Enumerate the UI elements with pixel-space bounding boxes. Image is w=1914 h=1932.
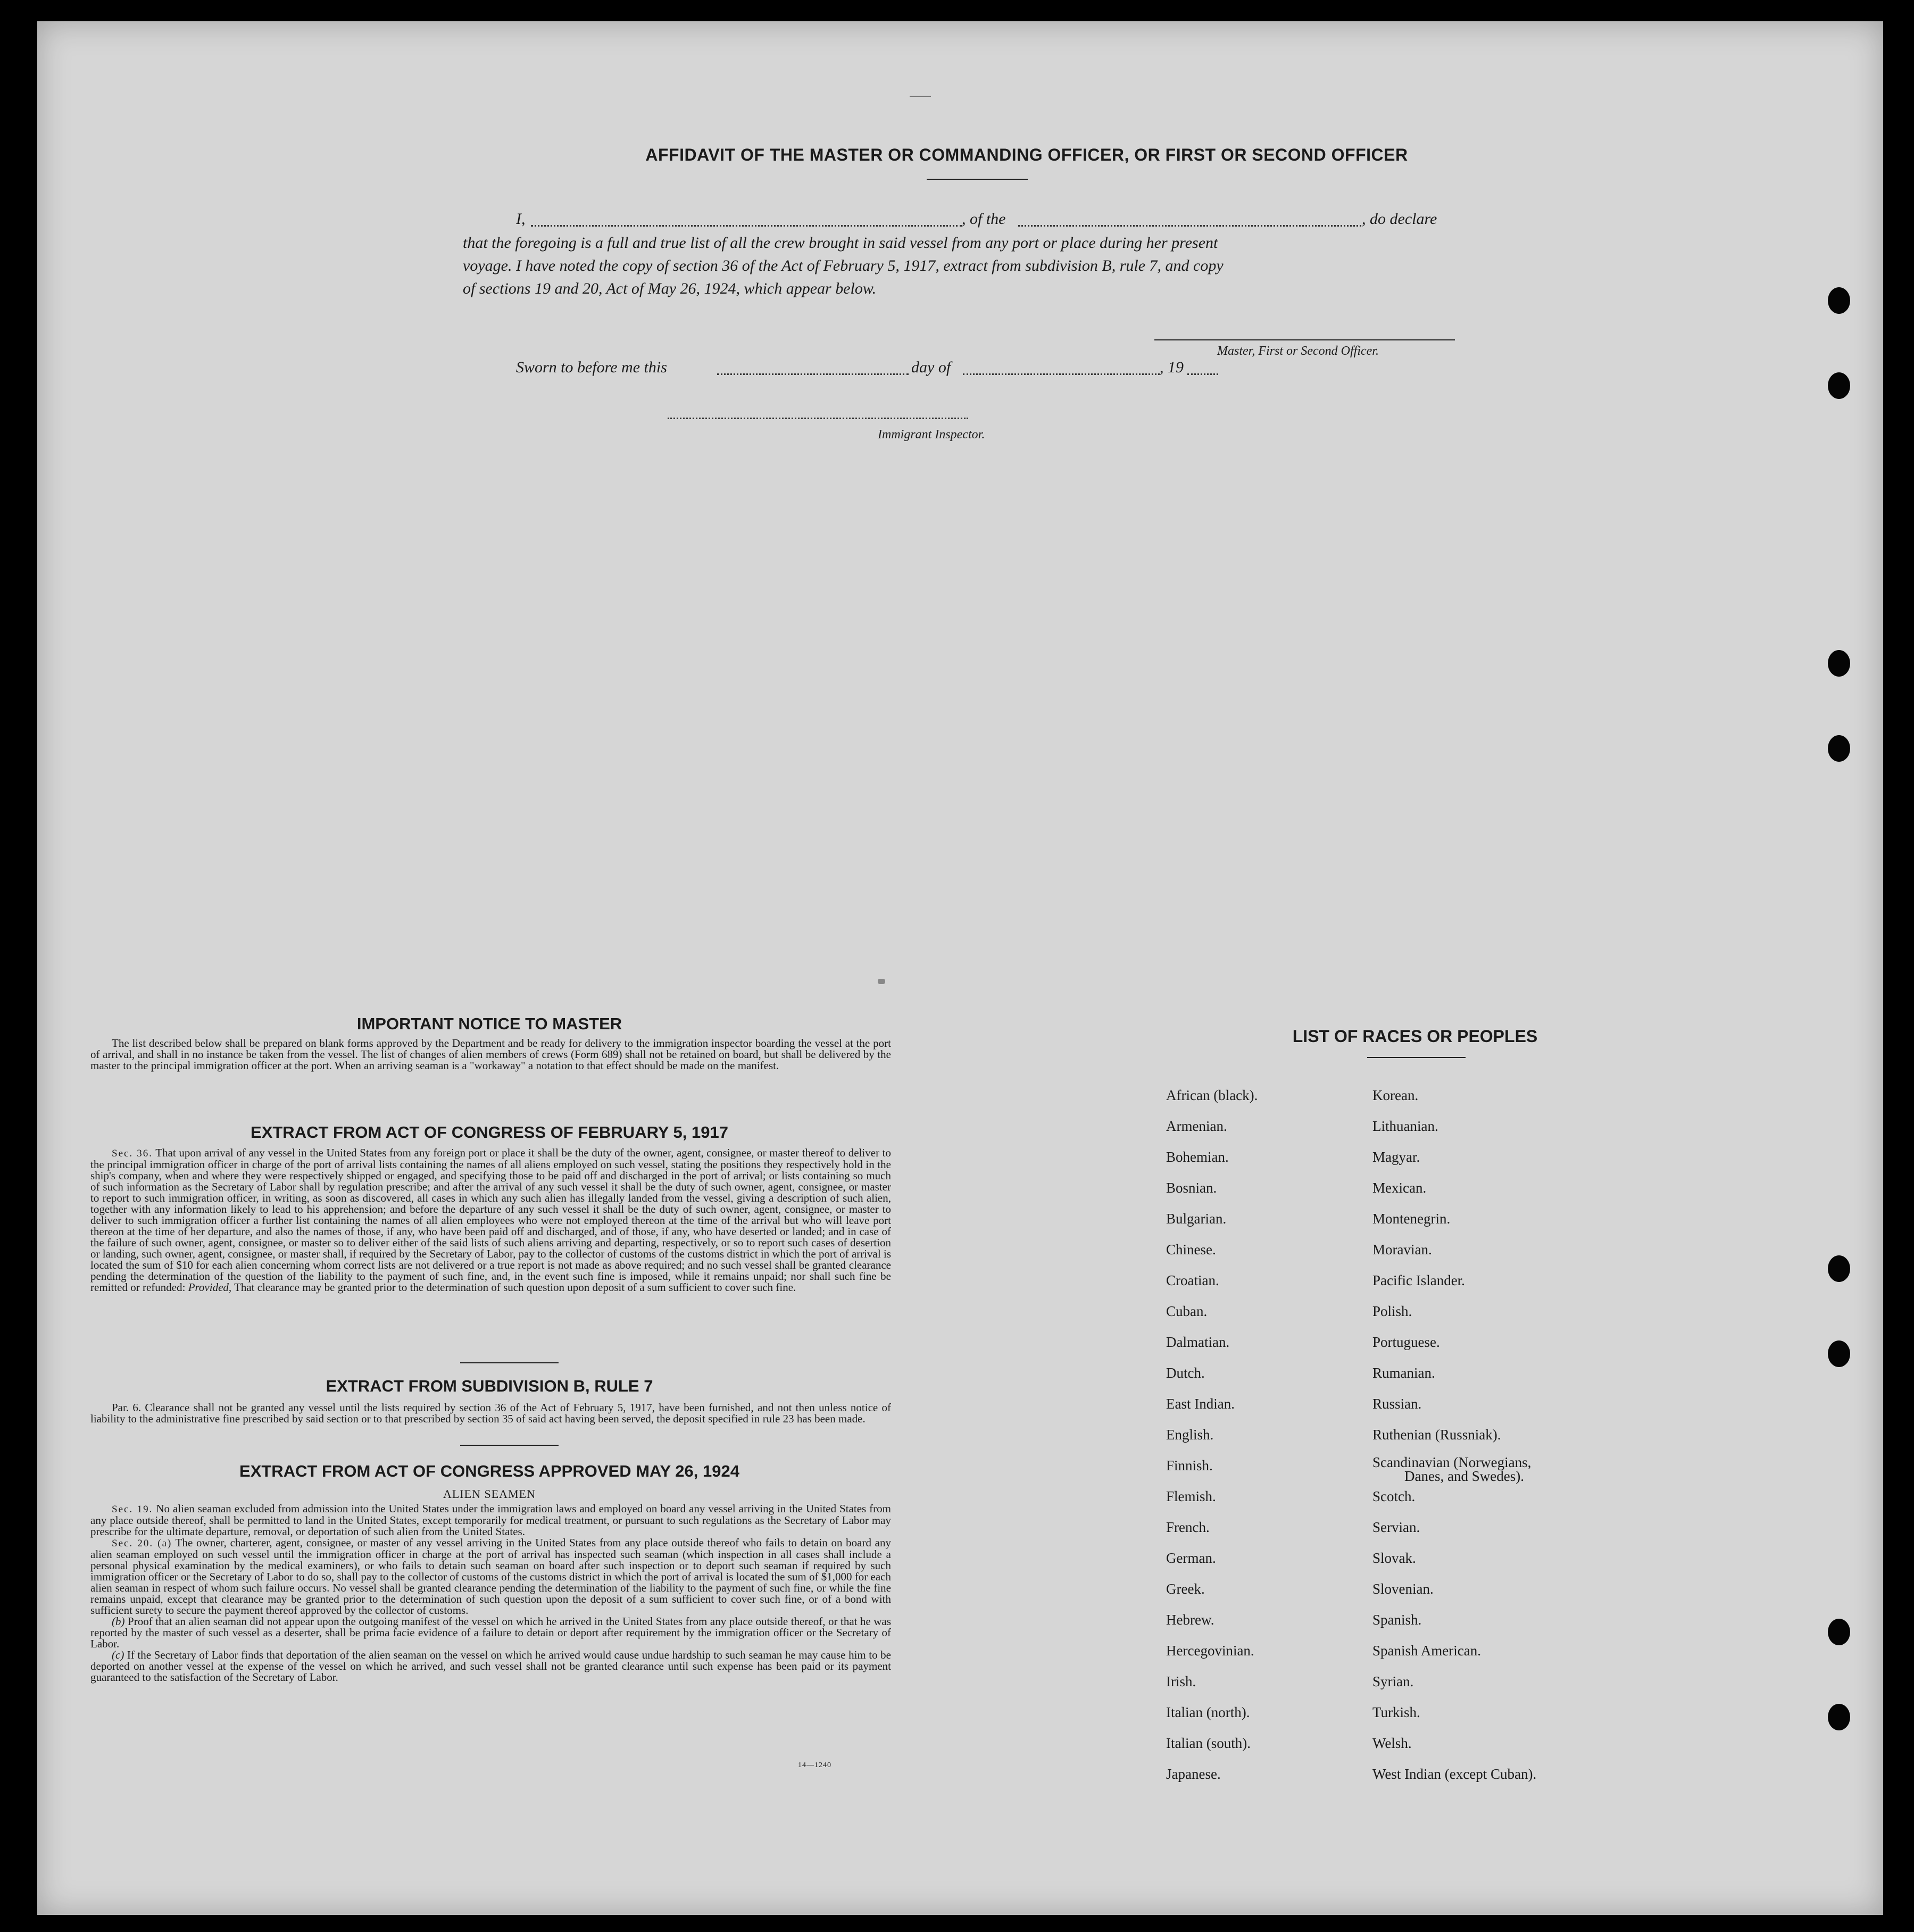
master-signature-label: Master, First or Second Officer. xyxy=(1217,344,1379,358)
race-item-line: Danes, and Swedes). xyxy=(1404,1468,1524,1484)
vessel-blank[interactable] xyxy=(1018,225,1361,227)
rule7-heading: EXTRACT FROM SUBDIVISION B, RULE 7 xyxy=(326,1377,653,1395)
affidavit-title-rule xyxy=(927,179,1028,180)
document-sheet xyxy=(37,21,1883,1915)
race-item: Italian (north). xyxy=(1166,1704,1250,1720)
race-item: Spanish. xyxy=(1372,1612,1422,1628)
notice-heading: IMPORTANT NOTICE TO MASTER xyxy=(356,1014,622,1033)
race-item: Croatian. xyxy=(1166,1272,1219,1288)
form-number: 14—1240 xyxy=(798,1761,831,1769)
master-signature-line[interactable] xyxy=(1154,339,1455,340)
sec-20a-label: Sec. 20. (a) xyxy=(112,1538,172,1549)
sec-36-text: That upon arrival of any vessel in the United States from any foreign port or place it shall be the duty of the owner, agent, consignee, or master thereof to deliver to the principal immigration officer in charge of the port of arrival lists containing the names of all aliens employed on such vessel, stating the positions they respectively hold in the ship's company, when and where they were respectively shipped or engaged, and specifying those to be paid off and discharged in the port of arrival; or lists containing so much of such information as the Secretary of Labor shall by regulation prescribe; and after the arrival of any such vessel it shall be the duty of such owner, agent, consignee, or master to report to such immigration officer, in writing, as soon as discovered, all cases in which any such alien has illegally landed from the vessel, giving a description of such alien, together with any information likely to lead to his apprehension; and before the departure of any such vessel it shall be the duty of such owner, agent, consignee, or master to deliver to such immigration officer a further list containing the names of all alien employees who were not employed thereon at the time of the arrival but who will leave port thereon at the time of her departure, and also the names of those, if any, who have been paid off and discharged, and of those, if any, who have deserted or landed; and in case of the failure of such owner, agent, consignee, or master so to deliver either of the said lists of such aliens arriving and departing, respectively, or so to report such cases of desertion or landing, such owner, agent, consignee, or master shall, if required by the Secretary of Labor, pay to the collector of customs of the customs district in which the port of arrival is located the sum of $10 for each alien concerning whom correct lists are not delivered or a true report is not made as above required; and no such vessel shall be granted clearance pending the determination of the question of the liability to the payment of such fine, and, in the event such fine is imposed, while it remains unpaid; nor shall such fine be remitted or refunded: xyxy=(90,1146,892,1294)
race-item: Welsh. xyxy=(1372,1735,1412,1751)
sec-20a-text: The owner, charterer, agent, consignee, or master of any vessel arriving in the United States from any place outside thereof who fails to detain on board any alien seaman employed on such vessel until the immigration officer in charge at the port of arrival has inspected such seaman (which inspection in all cases shall include a personal physical examination by the medical examiners), or who fails to detain such seaman on board after such inspection or to deport such seaman if required by such immigration officer or the Secretary of Labor to do so, shall pay to the collector of customs of the customs district in which the port of arrival is located the sum of $1,000 for each alien seaman in respect of whom such failure occurs. No vessel shall be granted clearance pending the determination of the liability to the payment of such fine, or while the fine remains unpaid, except that clearance may be granted prior to the determination of such question upon the deposit of a sum sufficient to cover such fine, or of a bond with sufficient surety to secure the payment thereof approved by the collector of customs. xyxy=(90,1536,891,1617)
punch-hole-icon xyxy=(1828,1255,1850,1282)
sec-20b-label: (b) xyxy=(112,1615,125,1628)
race-item: Russian. xyxy=(1372,1396,1422,1412)
punch-hole-icon xyxy=(1828,287,1850,314)
race-item: Servian. xyxy=(1372,1519,1420,1535)
race-item xyxy=(1372,1455,1536,1486)
divider-1 xyxy=(460,1362,559,1363)
alien-seamen-subheading: ALIEN SEAMEN xyxy=(443,1487,536,1501)
race-item: African (black). xyxy=(1166,1087,1258,1103)
race-item: Moravian. xyxy=(1372,1242,1432,1258)
race-item: English. xyxy=(1166,1427,1214,1443)
inspector-signature-line[interactable] xyxy=(668,418,968,419)
race-item: Cuban. xyxy=(1166,1303,1208,1319)
races-right-column xyxy=(1372,1085,1536,1795)
affidavit-i-label: I, xyxy=(516,210,526,228)
race-item: Finnish. xyxy=(1166,1458,1213,1473)
race-item: Bosnian. xyxy=(1166,1180,1217,1196)
affidavit-title: AFFIDAVIT OF THE MASTER OR COMMANDING OFFICER, OR FIRST OR SECOND OFFICER xyxy=(645,145,1408,164)
affidavit-line2: that the foregoing is a full and true list of all the crew brought in said vessel from any port or place during her present xyxy=(463,234,1218,252)
sec-20a-paragraph xyxy=(90,1537,891,1616)
provided-label: Provided, xyxy=(188,1281,232,1294)
race-item: Hebrew. xyxy=(1166,1612,1214,1628)
race-item: Lithuanian. xyxy=(1372,1118,1438,1134)
race-item: Bohemian. xyxy=(1166,1149,1229,1165)
notice-body: The list described below shall be prepared on blank forms approved by the Department and be ready for delivery to the immigration inspector boarding the vessel at the port of arrival, and shall in no instance be taken from the vessel. The list of changes of alien members of crews (Form 689) shall not be retained on board, but shall be delivered by the master to the principal immigration officer at the port. When an arriving seaman is a "workaway" a notation to that effect should be made on the manifest. xyxy=(90,1037,891,1072)
race-item: Greek. xyxy=(1166,1581,1205,1597)
race-item: Magyar. xyxy=(1372,1149,1420,1165)
race-item: Chinese. xyxy=(1166,1242,1216,1258)
punch-hole-icon xyxy=(1828,1704,1850,1730)
sec-19-text: No alien seaman excluded from admission into the United States under the immigration laws and employed on board any vessel arriving in the United States from any place outside thereof, shall be permitted to land in the United States, except temporarily for medical treatment, or pursuant to such regulations as the Secretary of Labor may prescribe for the ultimate departure, removal, or deportation of such alien from the United States. xyxy=(90,1502,891,1538)
race-item: Dutch. xyxy=(1166,1365,1205,1381)
races-left-column xyxy=(1166,1085,1258,1795)
race-item: Scotch. xyxy=(1372,1488,1416,1504)
race-item: Irish. xyxy=(1166,1673,1196,1689)
races-heading: LIST OF RACES OR PEOPLES xyxy=(1292,1027,1538,1046)
race-item: French. xyxy=(1166,1519,1210,1535)
race-item: Mexican. xyxy=(1372,1180,1427,1196)
race-item: Armenian. xyxy=(1166,1118,1227,1134)
rule7-body: Par. 6. Clearance shall not be granted any vessel until the lists required by section 36 of the Act of February 5, 1917, have been furnished, and not then unless notice of liability to the administrative fine prescribed by said section or to that prescribed by section 35 of said act having been served, the deposit specified in rule 23 has been made. xyxy=(90,1401,891,1425)
race-item-line: Scandinavian (Norwegians, xyxy=(1372,1454,1532,1470)
race-item: Portuguese. xyxy=(1372,1334,1440,1350)
race-item: Pacific Islander. xyxy=(1372,1272,1465,1288)
scan-mark xyxy=(878,979,885,984)
punch-hole-icon xyxy=(1828,1340,1850,1367)
sworn-month-blank[interactable] xyxy=(963,373,1160,375)
sec-36-tail: That clearance may be granted prior to the determination of such question upon deposit of a sum sufficient to cover such fine. xyxy=(234,1281,796,1294)
punch-hole-icon xyxy=(1828,1619,1850,1645)
race-item: Rumanian. xyxy=(1372,1365,1435,1381)
race-item: Bulgarian. xyxy=(1166,1211,1227,1227)
race-item: Hercegovinian. xyxy=(1166,1643,1254,1659)
punch-hole-icon xyxy=(1828,372,1850,399)
sworn-line xyxy=(516,359,1261,380)
of-the-label: , of the xyxy=(962,210,1006,228)
divider-2 xyxy=(460,1445,559,1446)
race-item: Slovenian. xyxy=(1372,1581,1434,1597)
sworn-year-blank[interactable] xyxy=(1187,373,1218,375)
sec-20b-text: Proof that an alien seaman did not appear upon the outgoing manifest of the vessel on which he arrived in the United States from any place outside thereof, or that he was reported by the master of such vessel as a deserter, shall be prima facie evidence of a failure to detain or deport after requirement by the immigration officer or the Secretary of Labor. xyxy=(90,1615,892,1650)
sec-36-label: Sec. 36. xyxy=(112,1148,153,1159)
extract-1924-body xyxy=(90,1503,891,1683)
race-item: German. xyxy=(1166,1550,1216,1566)
sec-20c-paragraph xyxy=(90,1650,891,1683)
extract-1917-body xyxy=(90,1147,891,1293)
sworn-day-blank[interactable] xyxy=(717,373,909,375)
sworn-label: Sworn to before me this xyxy=(516,359,667,376)
punch-hole-icon xyxy=(1828,650,1850,677)
race-item: Spanish American. xyxy=(1372,1643,1481,1659)
inspector-signature-label: Immigrant Inspector. xyxy=(878,428,985,442)
race-item: Polish. xyxy=(1372,1303,1412,1319)
sec-19-label: Sec. 19. xyxy=(112,1504,153,1515)
day-of-label: day of xyxy=(911,359,951,376)
sec-19-paragraph xyxy=(90,1503,891,1537)
race-item: Flemish. xyxy=(1166,1488,1216,1504)
sec-20c-label: (c) xyxy=(112,1648,124,1661)
declare-label: , do declare xyxy=(1362,210,1437,228)
race-item: Italian (south). xyxy=(1166,1735,1251,1751)
race-item: Turkish. xyxy=(1372,1704,1420,1720)
race-item: East Indian. xyxy=(1166,1396,1235,1412)
race-item: Montenegrin. xyxy=(1372,1211,1451,1227)
race-item: Slovak. xyxy=(1372,1550,1416,1566)
race-item: West Indian (except Cuban). xyxy=(1372,1766,1537,1782)
race-item: Dalmatian. xyxy=(1166,1334,1230,1350)
races-heading-rule xyxy=(1367,1057,1466,1058)
affidavit-line3: voyage. I have noted the copy of section 36 of the Act of February 5, 1917, extract from subdivision B, rule 7, and copy xyxy=(463,257,1224,274)
punch-hole-icon xyxy=(1828,735,1850,762)
race-item: Japanese. xyxy=(1166,1766,1221,1782)
race-item: Ruthenian (Russniak). xyxy=(1372,1427,1501,1443)
sec-20b-paragraph xyxy=(90,1616,891,1650)
year-label: , 19 xyxy=(1160,359,1184,376)
name-blank[interactable] xyxy=(531,225,962,227)
scan-mark xyxy=(910,96,931,97)
extract-1917-heading: EXTRACT FROM ACT OF CONGRESS OF FEBRUARY 5, 1917 xyxy=(251,1123,728,1142)
affidavit-line4: of sections 19 and 20, Act of May 26, 1924, which appear below. xyxy=(463,280,877,297)
race-item: Syrian. xyxy=(1372,1673,1414,1689)
race-item: Korean. xyxy=(1372,1087,1419,1103)
extract-1924-heading: EXTRACT FROM ACT OF CONGRESS APPROVED MAY 26, 1924 xyxy=(239,1462,739,1480)
sec-20c-text: If the Secretary of Labor finds that deportation of the alien seaman on the vessel on which he arrived would cause undue hardship to such seaman he may cause him to be deported on another vessel at the expense of the vessel on which he arrived, and such vessel shall not be granted clearance until such expense has been paid or its payment guaranteed to the satisfaction of the Secretary of Labor. xyxy=(90,1648,891,1684)
affidavit-line1 xyxy=(516,210,1537,229)
